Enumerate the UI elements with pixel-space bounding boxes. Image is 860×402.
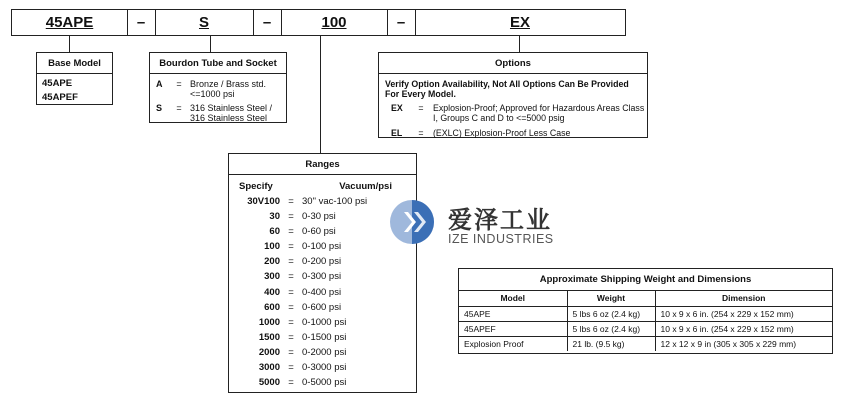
table-cell: 5 lbs 6 oz (2.4 kg): [567, 321, 655, 336]
ranges-box: [228, 153, 417, 393]
range-row: 100 = 0-100 psi: [264, 241, 342, 253]
range-row: 30 = 0-30 psi: [269, 211, 336, 223]
code-separator: –: [396, 14, 406, 31]
range-row: 300 = 0-300 psi: [264, 271, 342, 283]
range-row: 60 = 0-60 psi: [269, 226, 336, 238]
options-intro: Verify Option Availability, Not All Options Can Be Provided For Every Model.: [385, 79, 629, 99]
ize-logo-chinese: 爱泽工业: [448, 207, 552, 234]
options-box: [378, 52, 648, 138]
range-row: 200 = 0-200 psi: [264, 256, 342, 268]
bourdon-tube-box: [149, 52, 287, 123]
column-header: Dimension: [655, 291, 832, 306]
code-options: EX: [509, 14, 530, 31]
range-row: 3000 = 0-3000 psi: [258, 362, 347, 374]
shipping-table: [459, 291, 832, 351]
range-row: 2000 = 0-2000 psi: [258, 346, 347, 358]
table-cell: 45APE: [459, 306, 567, 321]
connector-line: [210, 36, 211, 53]
bourdon-option-row: S = 316 Stainless Steel / 316 Stainless Steel: [156, 103, 273, 123]
option-row: EL = (EXLC) Explosion-Proof Less Case: [391, 128, 571, 138]
range-row: 1500 = 0-1500 psi: [258, 331, 347, 343]
ranges-title: Ranges: [229, 154, 416, 175]
ize-logo-icon: [388, 198, 436, 246]
table-row: [459, 306, 832, 321]
connector-line: [320, 36, 321, 153]
base-model-box: [36, 52, 113, 105]
model-code-strip: [11, 9, 626, 36]
range-row: 1000 = 0-1000 psi: [258, 316, 347, 328]
range-row: 600 = 0-600 psi: [264, 301, 342, 313]
bourdon-option-row: A = Bronze / Brass std. <=1000 psi: [156, 79, 267, 99]
table-cell: 10 x 9 x 6 in. (254 x 229 x 152 mm): [655, 306, 832, 321]
table-cell: 21 lb. (9.5 kg): [567, 336, 655, 351]
ize-logo-english: IZE INDUSTRIES: [448, 232, 554, 246]
table-cell: Explosion Proof: [459, 336, 567, 351]
column-header: Weight: [567, 291, 655, 306]
connector-line: [69, 36, 70, 53]
base-model-title: Base Model: [37, 53, 112, 74]
table-cell: 10 x 9 x 6 in. (254 x 229 x 152 mm): [655, 321, 832, 336]
shipping-table-box: [458, 268, 833, 354]
range-row: 5000 = 0-5000 psi: [258, 377, 347, 389]
range-row: 400 = 0-400 psi: [264, 286, 342, 298]
code-range: 100: [321, 14, 347, 31]
table-row: [459, 336, 832, 351]
connector-line: [519, 36, 520, 53]
column-header: Model: [459, 291, 567, 306]
table-cell: 45APEF: [459, 321, 567, 336]
table-row: [459, 321, 832, 336]
option-row: EX = Explosion-Proof; Approved for Hazardous Areas Class I, Groups C and D to <=5000 psig: [391, 103, 645, 123]
table-cell: 12 x 12 x 9 in (305 x 305 x 229 mm): [660, 338, 797, 349]
options-title: Options: [379, 53, 647, 74]
base-model-item: 45APE: [42, 78, 73, 89]
code-separator: –: [262, 14, 272, 31]
base-model-item: 45APEF: [42, 92, 78, 103]
ranges-column-headers: Specify Vacuum/psi: [239, 181, 392, 192]
code-bourdon: S: [198, 14, 209, 31]
table-cell: 5 lbs 6 oz (2.4 kg): [567, 306, 655, 321]
code-base-model: 45APE: [45, 14, 94, 31]
shipping-title: Approximate Shipping Weight and Dimensions: [459, 269, 832, 291]
bourdon-tube-title: Bourdon Tube and Socket: [150, 53, 286, 74]
range-row: 30V100 = 30" vac-100 psi: [247, 196, 368, 207]
code-separator: –: [136, 14, 146, 31]
